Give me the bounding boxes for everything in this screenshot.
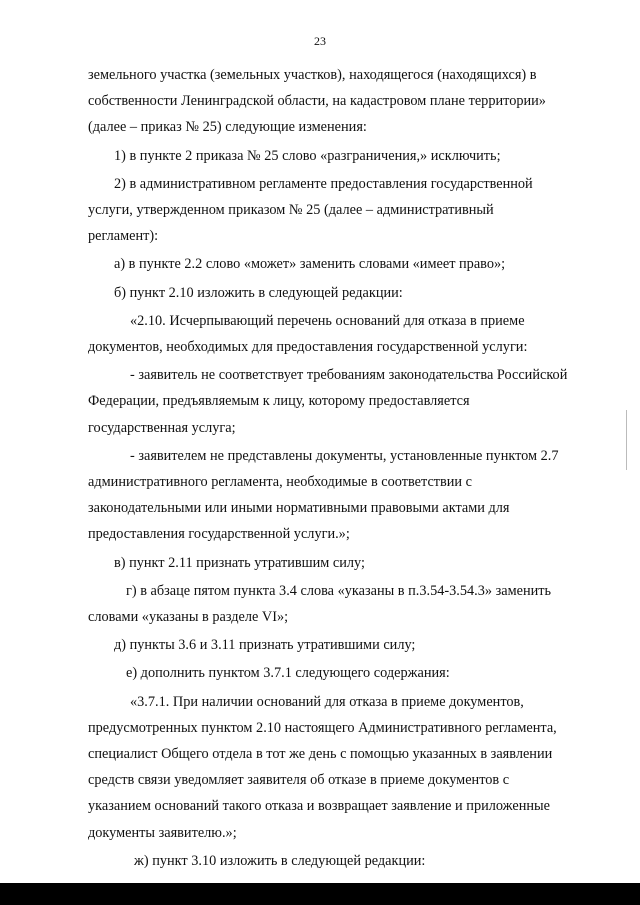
- text-line: г) в абзаце пятом пункта 3.4 слова «указаны в п.3.54-3.54.3» заменить: [126, 582, 552, 599]
- text-line: 2) в административном регламенте предоставления государственной: [114, 175, 533, 192]
- text-line: предусмотренных пунктом 2.10 настоящего Административного регламента,: [88, 719, 557, 736]
- text-line: средств связи уведомляет заявителя об отказе в приеме документов с: [88, 772, 510, 789]
- text-line: словами «указаны в разделе VI»;: [88, 609, 289, 626]
- text-line: - заявитель не соответствует требованиям законодательства Российской: [130, 367, 568, 384]
- text-line: административного регламента, необходимые в соответствии с: [88, 474, 473, 491]
- text-line: законодательными или иными нормативными правовыми актами для: [88, 500, 510, 517]
- text-line: услуги, утвержденном приказом № 25 (далее – административный: [88, 202, 494, 219]
- text-line: собственности Ленинградской области, на кадастровом плане территории»: [88, 93, 546, 110]
- text-line: е) дополнить пунктом 3.7.1 следующего содержания:: [126, 665, 450, 682]
- text-line: предоставления государственной услуги.»;: [88, 526, 350, 543]
- scan-margin-mark: [626, 410, 627, 470]
- text-line: документов, необходимых для предоставления государственной услуги:: [88, 339, 528, 356]
- text-line: Федерации, предъявляемым к лицу, которому предоставляется: [88, 393, 470, 410]
- text-line: регламент):: [88, 228, 159, 245]
- text-line: государственная услуга;: [88, 419, 236, 436]
- page-number: 23: [314, 34, 326, 48]
- text-line: б) пункт 2.10 изложить в следующей редакции:: [114, 284, 403, 301]
- text-line: документы заявителю.»;: [88, 824, 237, 841]
- text-line: земельного участка (земельных участков), находящегося (находящихся) в: [88, 67, 537, 83]
- text-line: «2.10. Исчерпывающий перечень оснований для отказа в приеме: [130, 312, 525, 329]
- document-body: [88, 62, 596, 874]
- text-line: (далее – приказ № 25) следующие изменения:: [88, 119, 367, 136]
- text-line: в) пункт 2.11 признать утратившим силу;: [114, 554, 365, 571]
- text-line: д) пункты 3.6 и 3.11 признать утратившими силу;: [114, 637, 416, 654]
- text-line: а) в пункте 2.2 слово «может» заменить словами «имеет право»;: [114, 256, 506, 273]
- text-line: ж) пункт 3.10 изложить в следующей редакции:: [134, 852, 426, 869]
- text-line: «3.7.1. При наличии оснований для отказа в приеме документов,: [130, 693, 524, 710]
- text-line: специалист Общего отдела в тот же день с помощью указанных в заявлении: [88, 746, 553, 763]
- text-line: - заявителем не представлены документы, установленные пунктом 2.7: [130, 447, 559, 464]
- scan-bottom-edge: [0, 883, 640, 905]
- text-line: указанием оснований такого отказа и возвращает заявление и приложенные: [88, 798, 550, 815]
- text-line: 1) в пункте 2 приказа № 25 слово «разграничения,» исключить;: [114, 147, 501, 164]
